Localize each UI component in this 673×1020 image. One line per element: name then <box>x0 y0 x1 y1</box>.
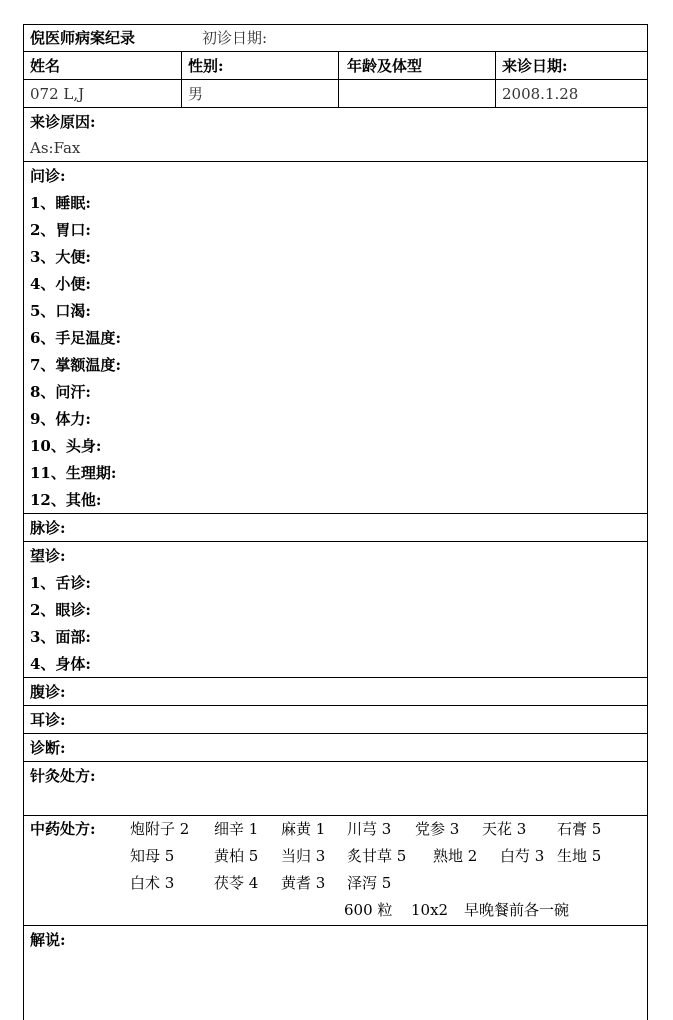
gender-value-cell <box>181 80 338 107</box>
inquiry-item-sweat: 8、问汗: <box>30 383 91 401</box>
inspection-item-face: 3、面部: <box>30 628 91 646</box>
info-header-row <box>24 52 647 80</box>
age-value-cell <box>338 80 495 107</box>
dosage-quantity: 600 粒 <box>344 901 393 919</box>
herbal-label: 中药处方: <box>30 820 96 838</box>
reason-value: As:Fax <box>30 139 81 157</box>
inquiry-item-menstruation: 11、生理期: <box>30 464 117 482</box>
herb-item: 细辛 1 <box>214 820 259 838</box>
gender-header: 性别: <box>188 57 224 75</box>
inquiry-item-appetite: 2、胃口: <box>30 221 91 239</box>
pulse-section <box>24 514 647 542</box>
herb-item: 知母 5 <box>130 847 175 865</box>
inquiry-item-stool: 3、大便: <box>30 248 91 266</box>
visit-date-header-cell <box>495 52 649 79</box>
visit-date-value-cell <box>495 80 649 107</box>
info-values-row <box>24 80 647 108</box>
visit-date-value: 2008.1.28 <box>502 85 579 103</box>
ear-section <box>24 706 647 734</box>
reason-label: 来诊原因: <box>30 113 96 131</box>
herb-item: 党参 3 <box>415 820 460 838</box>
inquiry-item-palm-temp: 7、掌额温度: <box>30 356 121 374</box>
explanation-section <box>24 926 647 1020</box>
inquiry-item-urine: 4、小便: <box>30 275 91 293</box>
title-row <box>24 25 647 52</box>
inspection-label: 望诊: <box>30 547 66 565</box>
herb-item: 白芍 3 <box>500 847 545 865</box>
herb-item: 炮附子 2 <box>130 820 190 838</box>
herb-item: 茯苓 4 <box>214 874 259 892</box>
acupuncture-section <box>24 762 647 816</box>
herb-item: 生地 5 <box>557 847 602 865</box>
diagnosis-label: 诊断: <box>30 739 66 757</box>
inspection-item-eye: 2、眼诊: <box>30 601 91 619</box>
name-value: 072 L,J <box>30 85 85 103</box>
diagnosis-section <box>24 734 647 762</box>
explanation-label: 解说: <box>30 931 66 949</box>
inquiry-item-sleep: 1、睡眠: <box>30 194 91 212</box>
herb-item: 黄柏 5 <box>214 847 259 865</box>
pulse-label: 脉诊: <box>30 519 66 537</box>
inspection-item-tongue: 1、舌诊: <box>30 574 91 592</box>
herb-item: 川芎 3 <box>347 820 392 838</box>
visit-date-header: 来诊日期: <box>502 57 568 75</box>
inquiry-item-head-body: 10、头身: <box>30 437 102 455</box>
acupuncture-label: 针灸处方: <box>30 767 96 785</box>
abdomen-label: 腹诊: <box>30 683 66 701</box>
inquiry-label: 问诊: <box>30 167 66 185</box>
herb-item: 石膏 5 <box>557 820 602 838</box>
age-header-cell <box>338 52 495 79</box>
inquiry-item-stamina: 9、体力: <box>30 410 91 428</box>
record-title: 倪医师病案纪录 <box>30 29 136 47</box>
inspection-item-body: 4、身体: <box>30 655 91 673</box>
inquiry-item-thirst: 5、口渴: <box>30 302 91 320</box>
ear-label: 耳诊: <box>30 711 66 729</box>
herb-item: 当归 3 <box>281 847 326 865</box>
inquiry-item-limb-temp: 6、手足温度: <box>30 329 121 347</box>
herb-item: 熟地 2 <box>433 847 478 865</box>
inquiry-item-other: 12、其他: <box>30 491 102 509</box>
herb-item: 泽泻 5 <box>347 874 392 892</box>
first-visit-date-label: 初诊日期: <box>202 29 268 47</box>
age-header: 年龄及体型 <box>347 57 423 75</box>
abdomen-section <box>24 678 647 706</box>
medical-record-form <box>23 24 648 1020</box>
inquiry-section <box>24 162 647 514</box>
dosage-instruction: 早晚餐前各一碗 <box>464 901 570 919</box>
herb-item: 白术 3 <box>130 874 175 892</box>
reason-section <box>24 108 647 162</box>
herb-item: 麻黄 1 <box>281 820 326 838</box>
herb-item: 炙甘草 5 <box>347 847 407 865</box>
name-header: 姓名 <box>30 57 61 75</box>
gender-header-cell <box>181 52 338 79</box>
dosage-frequency: 10x2 <box>411 901 449 919</box>
herb-item: 天花 3 <box>482 820 527 838</box>
name-header-cell <box>24 52 181 79</box>
inspection-section <box>24 542 647 678</box>
herb-item: 黄耆 3 <box>281 874 326 892</box>
herbal-section <box>24 816 647 926</box>
name-value-cell <box>24 80 181 107</box>
gender-value: 男 <box>188 85 204 103</box>
